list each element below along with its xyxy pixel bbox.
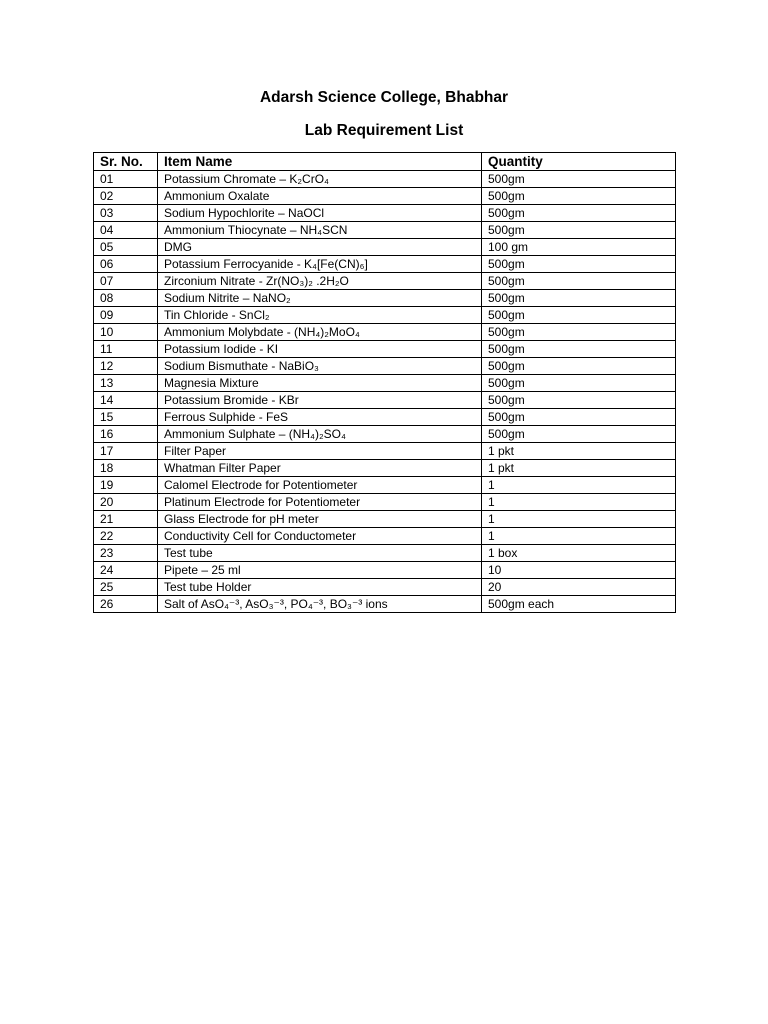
item-name-cell: Magnesia Mixture	[158, 375, 482, 392]
quantity-cell: 500gm	[482, 290, 676, 307]
sr-no-cell: 02	[94, 188, 158, 205]
item-name-cell: Potassium Ferrocyanide - K₄[Fe(CN)₆]	[158, 256, 482, 273]
quantity-cell: 500gm	[482, 409, 676, 426]
item-name-cell: Tin Chloride - SnCl₂	[158, 307, 482, 324]
table-row	[94, 443, 676, 460]
column-header-quantity: Quantity	[482, 153, 676, 171]
item-name-cell: Conductivity Cell for Conductometer	[158, 528, 482, 545]
quantity-cell: 1 pkt	[482, 460, 676, 477]
quantity-cell: 500gm	[482, 307, 676, 324]
table-row	[94, 562, 676, 579]
item-name-cell: Whatman Filter Paper	[158, 460, 482, 477]
item-name-cell: Calomel Electrode for Potentiometer	[158, 477, 482, 494]
requirement-table	[93, 152, 676, 613]
item-name-cell: Salt of AsO₄⁻³, AsO₃⁻³, PO₄⁻³, BO₃⁻³ ions	[158, 596, 482, 613]
item-name-cell: Ferrous Sulphide - FeS	[158, 409, 482, 426]
column-header-item-name: Item Name	[158, 153, 482, 171]
sr-no-cell: 08	[94, 290, 158, 307]
college-name: Adarsh Science College, Bhabhar	[259, 89, 509, 106]
table-row	[94, 256, 676, 273]
sr-no-cell: 10	[94, 324, 158, 341]
item-name-cell: Glass Electrode for pH meter	[158, 511, 482, 528]
table-row	[94, 579, 676, 596]
table-row	[94, 307, 676, 324]
sr-no-cell: 26	[94, 596, 158, 613]
sr-no-cell: 23	[94, 545, 158, 562]
quantity-cell: 500gm	[482, 375, 676, 392]
item-name-cell: Potassium Chromate – K₂CrO₄	[158, 171, 482, 188]
sr-no-cell: 09	[94, 307, 158, 324]
table-row	[94, 290, 676, 307]
table-header-row	[94, 153, 676, 171]
table-row	[94, 205, 676, 222]
sr-no-cell: 07	[94, 273, 158, 290]
quantity-cell: 500gm each	[482, 596, 676, 613]
quantity-cell: 1 box	[482, 545, 676, 562]
item-name-cell: Ammonium Thiocynate – NH₄SCN	[158, 222, 482, 239]
sr-no-cell: 20	[94, 494, 158, 511]
item-name-cell: Sodium Hypochlorite – NaOCl	[158, 205, 482, 222]
item-name-cell: Platinum Electrode for Potentiometer	[158, 494, 482, 511]
item-name-cell: Filter Paper	[158, 443, 482, 460]
sr-no-cell: 03	[94, 205, 158, 222]
item-name-cell: Sodium Bismuthate - NaBiO₃	[158, 358, 482, 375]
item-name-cell: Ammonium Molybdate - (NH₄)₂MoO₄	[158, 324, 482, 341]
item-name-cell: DMG	[158, 239, 482, 256]
sr-no-cell: 18	[94, 460, 158, 477]
quantity-cell: 1	[482, 494, 676, 511]
sr-no-cell: 22	[94, 528, 158, 545]
sr-no-cell: 17	[94, 443, 158, 460]
table-row	[94, 596, 676, 613]
quantity-cell: 100 gm	[482, 239, 676, 256]
table-body	[94, 171, 676, 613]
item-name-cell: Potassium Bromide - KBr	[158, 392, 482, 409]
quantity-cell: 500gm	[482, 222, 676, 239]
table-row	[94, 222, 676, 239]
item-name-cell: Test tube Holder	[158, 579, 482, 596]
sr-no-cell: 11	[94, 341, 158, 358]
quantity-cell: 500gm	[482, 358, 676, 375]
table-row	[94, 171, 676, 188]
quantity-cell: 1	[482, 528, 676, 545]
sr-no-cell: 14	[94, 392, 158, 409]
table-row	[94, 545, 676, 562]
item-name-cell: Sodium Nitrite – NaNO₂	[158, 290, 482, 307]
table-row	[94, 358, 676, 375]
quantity-cell: 20	[482, 579, 676, 596]
table-row	[94, 460, 676, 477]
item-name-cell: Test tube	[158, 545, 482, 562]
sr-no-cell: 25	[94, 579, 158, 596]
quantity-cell: 500gm	[482, 188, 676, 205]
quantity-cell: 1	[482, 511, 676, 528]
table-row	[94, 392, 676, 409]
column-header-sr-no: Sr. No.	[94, 153, 158, 171]
quantity-cell: 500gm	[482, 341, 676, 358]
item-name-cell: Pipete – 25 ml	[158, 562, 482, 579]
table-row	[94, 341, 676, 358]
quantity-cell: 500gm	[482, 171, 676, 188]
sr-no-cell: 24	[94, 562, 158, 579]
table-row	[94, 511, 676, 528]
sr-no-cell: 13	[94, 375, 158, 392]
quantity-cell: 500gm	[482, 205, 676, 222]
sr-no-cell: 04	[94, 222, 158, 239]
table-row	[94, 426, 676, 443]
table-row	[94, 324, 676, 341]
sr-no-cell: 05	[94, 239, 158, 256]
table-row	[94, 477, 676, 494]
sr-no-cell: 16	[94, 426, 158, 443]
sr-no-cell: 19	[94, 477, 158, 494]
sr-no-cell: 06	[94, 256, 158, 273]
sr-no-cell: 21	[94, 511, 158, 528]
table-row	[94, 375, 676, 392]
item-name-cell: Ammonium Oxalate	[158, 188, 482, 205]
table-row	[94, 188, 676, 205]
table-row	[94, 494, 676, 511]
quantity-cell: 1	[482, 477, 676, 494]
quantity-cell: 500gm	[482, 426, 676, 443]
quantity-cell: 500gm	[482, 324, 676, 341]
table-row	[94, 273, 676, 290]
item-name-cell: Ammonium Sulphate – (NH₄)₂SO₄	[158, 426, 482, 443]
quantity-cell: 500gm	[482, 273, 676, 290]
item-name-cell: Zirconium Nitrate - Zr(NO₃)₂ .2H₂O	[158, 273, 482, 290]
list-title: Lab Requirement List	[304, 122, 464, 139]
quantity-cell: 500gm	[482, 392, 676, 409]
table-row	[94, 409, 676, 426]
quantity-cell: 500gm	[482, 256, 676, 273]
table-row	[94, 239, 676, 256]
quantity-cell: 10	[482, 562, 676, 579]
table-row	[94, 528, 676, 545]
sr-no-cell: 01	[94, 171, 158, 188]
sr-no-cell: 15	[94, 409, 158, 426]
quantity-cell: 1 pkt	[482, 443, 676, 460]
item-name-cell: Potassium Iodide - KI	[158, 341, 482, 358]
sr-no-cell: 12	[94, 358, 158, 375]
